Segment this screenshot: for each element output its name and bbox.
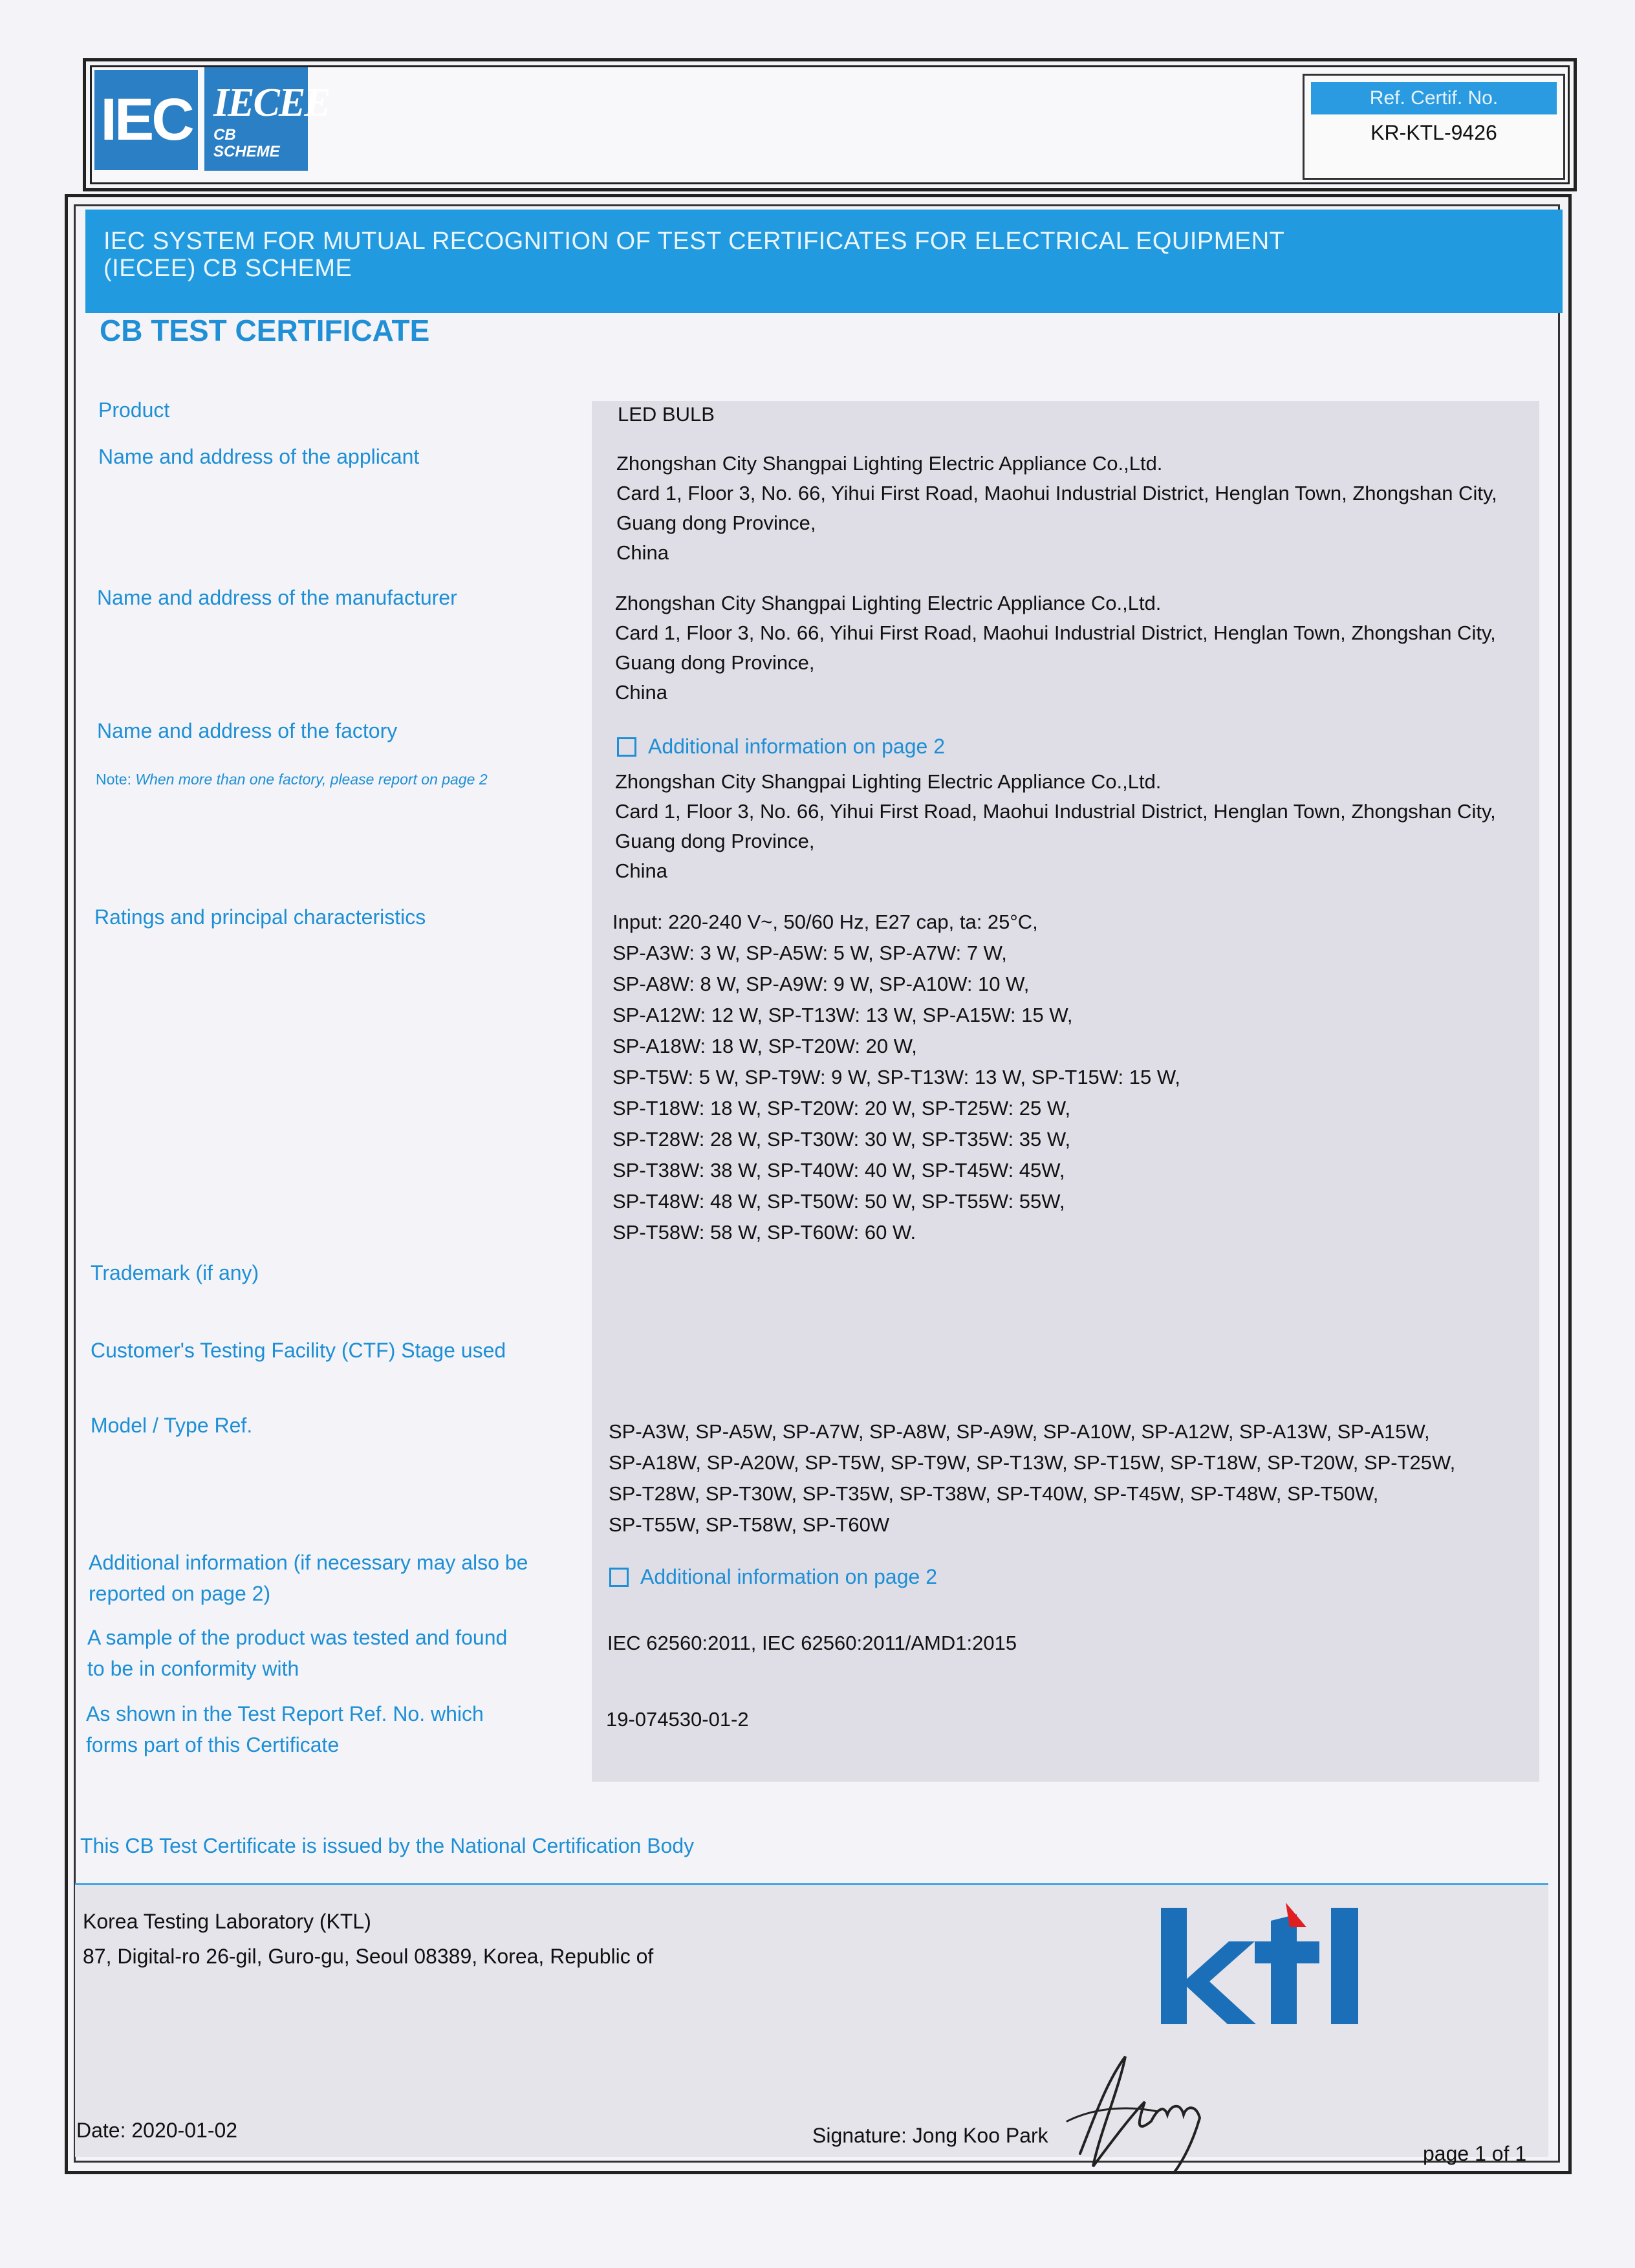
report-label: As shown in the Test Report Ref. No. which forms part of this Certificate — [86, 1702, 484, 1756]
issue-date: Date: 2020-01-02 — [76, 2119, 238, 2142]
iec-logo-text: IEC — [100, 87, 192, 153]
sample-label: A sample of the product was tested and found to be in conformity with — [87, 1626, 508, 1680]
factory-note-text: When more than one factory, please report on page 2 — [135, 771, 488, 788]
report-value: 19-074530-01-2 — [606, 1708, 749, 1731]
handwritten-signature — [1054, 2044, 1222, 2179]
factory-label: Name and address of the factory — [97, 719, 398, 742]
product-value: LED BULB — [618, 403, 715, 426]
manufacturer-label: Name and address of the manufacturer — [97, 586, 457, 609]
sample-value: IEC 62560:2011, IEC 62560:2011/AMD1:2015 — [607, 1632, 1017, 1654]
ktl-logo-t-bar — [1255, 1941, 1319, 1963]
banner-line-1: IEC SYSTEM FOR MUTUAL RECOGNITION OF TEST CERTIFICATES FOR ELECTRICAL EQUIPMENT — [103, 228, 1285, 255]
factory-value: Zhongshan City Shangpai Lighting Electric Appliance Co.,Ltd. Card 1, Floor 3, No. 66, Yihui First Road, Maohui Industrial District, Henglan Town, Zhongshan City, Guang dong Province, China — [615, 770, 1496, 882]
factory-additional-text: Additional information on page 2 — [648, 735, 945, 758]
iec-logo — [94, 70, 198, 170]
issuer-divider — [75, 1883, 1548, 1885]
model-value: SP-A3W, SP-A5W, SP-A7W, SP-A8W, SP-A9W, SP-A10W, SP-A12W, SP-A13W, SP-A15W, SP-A18W, SP-A20W, SP-T5W, SP-T9W, SP-T13W, SP-T15W, SP-T18W, SP-T20W, SP-T25W, SP-T28W, SP-T30W, SP-T35W, SP-T38W, SP-T40W, SP-T45W, SP-T48W, SP-T50W, SP-T55W, SP-T58W, SP-T60W — [609, 1420, 1456, 1536]
applicant-value: Zhongshan City Shangpai Lighting Electric Appliance Co.,Ltd. Card 1, Floor 3, No. 66, Yihui First Road, Maohui Industrial District, Henglan Town, Zhongshan City, Guang dong Province, China — [616, 452, 1497, 564]
signature-label: Signature: Jong Koo Park — [812, 2124, 1048, 2147]
additional-info-checkbox[interactable] — [609, 1568, 629, 1587]
ctf-label: Customer's Testing Facility (CTF) Stage used — [91, 1339, 506, 1362]
iecee-logo-text: IECEE — [213, 81, 330, 125]
banner-text — [103, 228, 1284, 282]
ktl-logo-k-arm — [1187, 1941, 1256, 2024]
factory-additional-checkbox[interactable] — [617, 737, 636, 757]
certificate-title: CB TEST CERTIFICATE — [100, 314, 430, 347]
ratings-label: Ratings and principal characteristics — [94, 905, 426, 929]
ktl-logo-k-stem — [1161, 1908, 1187, 2024]
additional-info-row — [609, 1565, 937, 1589]
manufacturer-value: Zhongshan City Shangpai Lighting Electric Appliance Co.,Ltd. Card 1, Floor 3, No. 66, Yihui First Road, Maohui Industrial District, Henglan Town, Zhongshan City, Guang dong Province, China — [615, 592, 1496, 704]
scheme-banner — [85, 210, 1563, 313]
ref-certif-value: KR-KTL-9426 — [1370, 121, 1497, 144]
ratings-value: Input: 220-240 V~, 50/60 Hz, E27 cap, ta: 25°C, SP-A3W: 3 W, SP-A5W: 5 W, SP-A7W: 7 W, SP-A8W: 8 W, SP-A9W: 9 W, SP-A10W: 10 W, SP-A12W: 12 W, SP-T13W: 13 W, SP-A15W: 15 W, SP-A18W: 18 W, SP-T20W: 20 W, SP-T5W: 5 W, SP-T9W: 9 W, SP-T13W: 13 W, SP-T15W: 15 W, SP-T18W: 18 W, SP-T20W: 20 W, SP-T25W: 25 W, SP-T28W: 28 W, SP-T30W: 30 W, SP-T35W: 35 W, SP-T38W: 38 W, SP-T40W: 40 W, SP-T45W: 45W, SP-T48W: 48 W, SP-T50W: 50 W, SP-T55W: 55W, SP-T58W: 58 W, SP-T60W: 60 W. — [612, 911, 1180, 1244]
ref-certif-label: Ref. Certif. No. — [1311, 82, 1557, 114]
factory-additional-row — [617, 735, 945, 759]
ktl-logo — [1158, 1901, 1371, 2031]
additional-info-text: Additional information on page 2 — [640, 1565, 937, 1588]
factory-note-prefix: Note: — [96, 771, 131, 788]
ktl-logo-l-stem — [1331, 1908, 1358, 2024]
issuer-block — [83, 1904, 653, 1974]
ref-certif-box — [1303, 74, 1565, 180]
lab-address: 87, Digital-ro 26-gil, Guro-gu, Seoul 08389, Korea, Republic of — [83, 1945, 654, 1968]
issued-by-text: This CB Test Certificate is issued by the National Certification Body — [80, 1834, 695, 1857]
factory-note — [96, 771, 488, 788]
applicant-label: Name and address of the applicant — [98, 445, 420, 468]
banner-line-2: (IECEE) CB SCHEME — [103, 255, 352, 282]
iecee-logo — [204, 67, 330, 171]
ktl-logo-t-stem — [1271, 1914, 1297, 2024]
trademark-label: Trademark (if any) — [91, 1261, 259, 1284]
cb-scheme-logo-text: CB SCHEME — [213, 126, 280, 160]
lab-name: Korea Testing Laboratory (KTL) — [83, 1910, 371, 1933]
additional-info-label: Additional information (if necessary may also be reported on page 2) — [89, 1551, 528, 1605]
product-label: Product — [98, 398, 170, 422]
page-number: page 1 of 1 — [1423, 2142, 1527, 2165]
model-label: Model / Type Ref. — [91, 1414, 253, 1437]
